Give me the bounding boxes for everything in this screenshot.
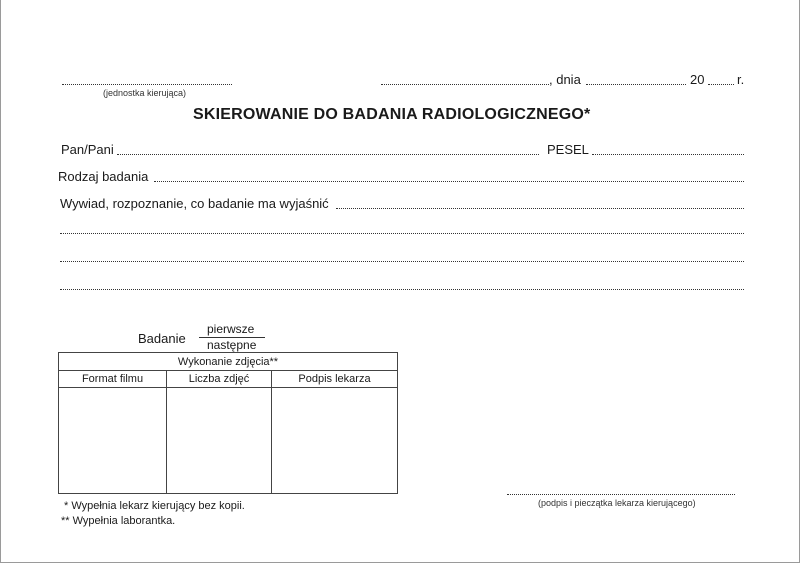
badanie-label: Badanie xyxy=(138,331,186,346)
year-prefix: 20 xyxy=(690,72,705,87)
form-title: SKIEROWANIE DO BADANIA RADIOLOGICZNEGO* xyxy=(193,106,591,123)
date-dotted-line[interactable] xyxy=(586,84,686,85)
execution-table xyxy=(58,352,398,494)
signature-caption: (podpis i pieczątka lekarza kierującego) xyxy=(538,498,696,508)
rodzaj-label: Rodzaj badania xyxy=(58,169,149,184)
place-dotted-line[interactable] xyxy=(381,84,549,85)
cell-liczba-zdjec[interactable] xyxy=(167,388,272,494)
execution-table-title: Wykonanie zdjęcia** xyxy=(59,353,398,371)
year-dotted-line[interactable] xyxy=(708,84,734,85)
column-liczba-zdjec: Liczba zdjęć xyxy=(167,371,272,388)
wywiad-field-line-4[interactable] xyxy=(60,289,744,290)
year-suffix: r. xyxy=(737,72,745,87)
cell-podpis-lekarza[interactable] xyxy=(272,388,398,494)
footnote-1: * Wypełnia lekarz kierujący bez kopii. xyxy=(64,500,245,512)
pan-pani-field[interactable] xyxy=(117,154,539,155)
unit-dotted-line[interactable] xyxy=(62,84,232,85)
column-podpis-lekarza: Podpis lekarza xyxy=(272,371,398,388)
cell-format-filmu[interactable] xyxy=(59,388,167,494)
wywiad-label: Wywiad, rozpoznanie, co badanie ma wyjaśnić xyxy=(60,196,329,211)
badanie-option-first[interactable]: pierwsze xyxy=(207,322,255,336)
footnote-2: ** Wypełnia laborantka. xyxy=(61,515,176,527)
wywiad-field-line-3[interactable] xyxy=(60,261,744,262)
pesel-label: PESEL xyxy=(547,142,589,157)
rodzaj-field[interactable] xyxy=(154,181,744,182)
unit-caption: (jednostka kierująca) xyxy=(103,88,187,98)
date-word: , dnia xyxy=(549,72,581,87)
pan-pani-label: Pan/Pani xyxy=(61,142,114,157)
column-format-filmu: Format filmu xyxy=(59,371,167,388)
badanie-option-next[interactable]: następne xyxy=(207,338,257,352)
wywiad-field-line-2[interactable] xyxy=(60,233,744,234)
pesel-field[interactable] xyxy=(592,154,744,155)
signature-dotted-line[interactable] xyxy=(507,494,735,495)
wywiad-field[interactable] xyxy=(336,208,744,209)
